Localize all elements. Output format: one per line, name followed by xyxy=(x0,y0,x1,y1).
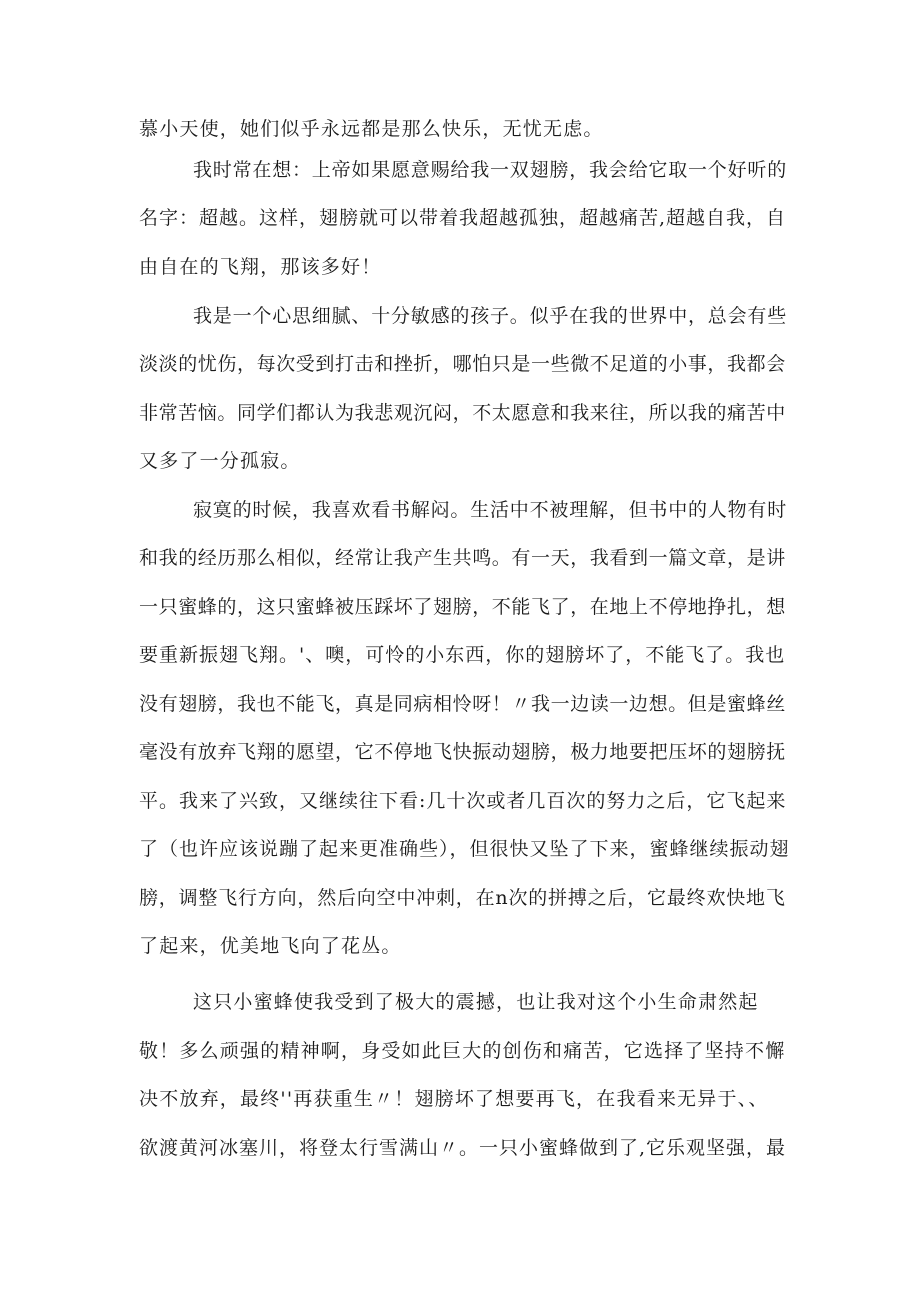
text-line: 了起来，优美地飞向了花丛。 xyxy=(139,935,402,957)
text-line: 一只蜜蜂的，这只蜜蜂被压踩坏了翅膀，不能飞了，在地上不停地挣扎，想 xyxy=(139,596,786,618)
text-line: 没有翅膀，我也不能飞，真是同病相怜呀！〃我一边读一边想。但是蜜蜂丝 xyxy=(139,693,786,715)
text-line: 名字：超越。这样，翅膀就可以带着我超越孤独，超越痛苦,超越自我，自 xyxy=(139,207,787,229)
text-line: 欲渡黄河冰塞川，将登太行雪满山〃。一只小蜜蜂做到了,它乐观坚强，最 xyxy=(139,1137,787,1159)
text-line: 由自在的飞翔，那该多好！ xyxy=(139,256,382,278)
paragraph-first-line: 这只小蜜蜂使我受到了极大的震撼，也让我对这个小生命肃然起 xyxy=(193,991,759,1013)
paragraph-first-line: 寂寞的时候，我喜欢看书解闷。生活中不被理解，但书中的人物有时 xyxy=(193,499,788,521)
text-line: 了（也许应该说蹦了起来更准确些），但很快又坠了下来，蜜蜂继续振动翅 xyxy=(139,838,790,860)
text-line: 敬！多么顽强的精神啊，身受如此巨大的创伤和痛苦，它选择了坚持不懈 xyxy=(139,1040,786,1062)
text-line: 要重新振翅飞翔。'、噢，可怜的小东西，你的翅膀坏了，不能飞了。我也 xyxy=(139,644,786,666)
text-line: 毫没有放弃飞翔的愿望，它不停地飞快振动翅膀，极力地要把压坏的翅膀抚 xyxy=(139,741,786,763)
paragraph-first-line: 我是一个心思细腻、十分敏感的孩子。似乎在我的世界中，总会有些 xyxy=(193,305,788,327)
text-line: 和我的经历那么相似，经常让我产生共鸣。有一天，我看到一篇文章，是讲 xyxy=(139,547,786,569)
text-line: 平。我来了兴致，又继续往下看:几十次或者几百次的努力之后，它飞起来 xyxy=(139,790,787,812)
text-line: 淡淡的忧伤，每次受到打击和挫折，哪怕只是一些微不足道的小事，我都会 xyxy=(139,353,786,375)
text-line: 又多了一分孤寂。 xyxy=(139,450,301,472)
text-line: 非常苦恼。同学们都认为我悲观沉闷，不太愿意和我来往，所以我的痛苦中 xyxy=(139,402,786,424)
text-line: 决不放弃，最终''再获重生〃！翅膀坏了想要再飞，在我看来无异于、、 xyxy=(139,1088,769,1110)
paragraph-first-line: 我时常在想：上帝如果愿意赐给我一双翅膀，我会给它取一个好听的 xyxy=(193,159,788,181)
text-line: 慕小天使，她们似乎永远都是那么快乐，无忧无虑。 xyxy=(139,118,604,140)
text-line: 膀，调整飞行方向，然后向空中冲刺，在n次的拼搏之后，它最终欢快地飞 xyxy=(139,887,786,909)
